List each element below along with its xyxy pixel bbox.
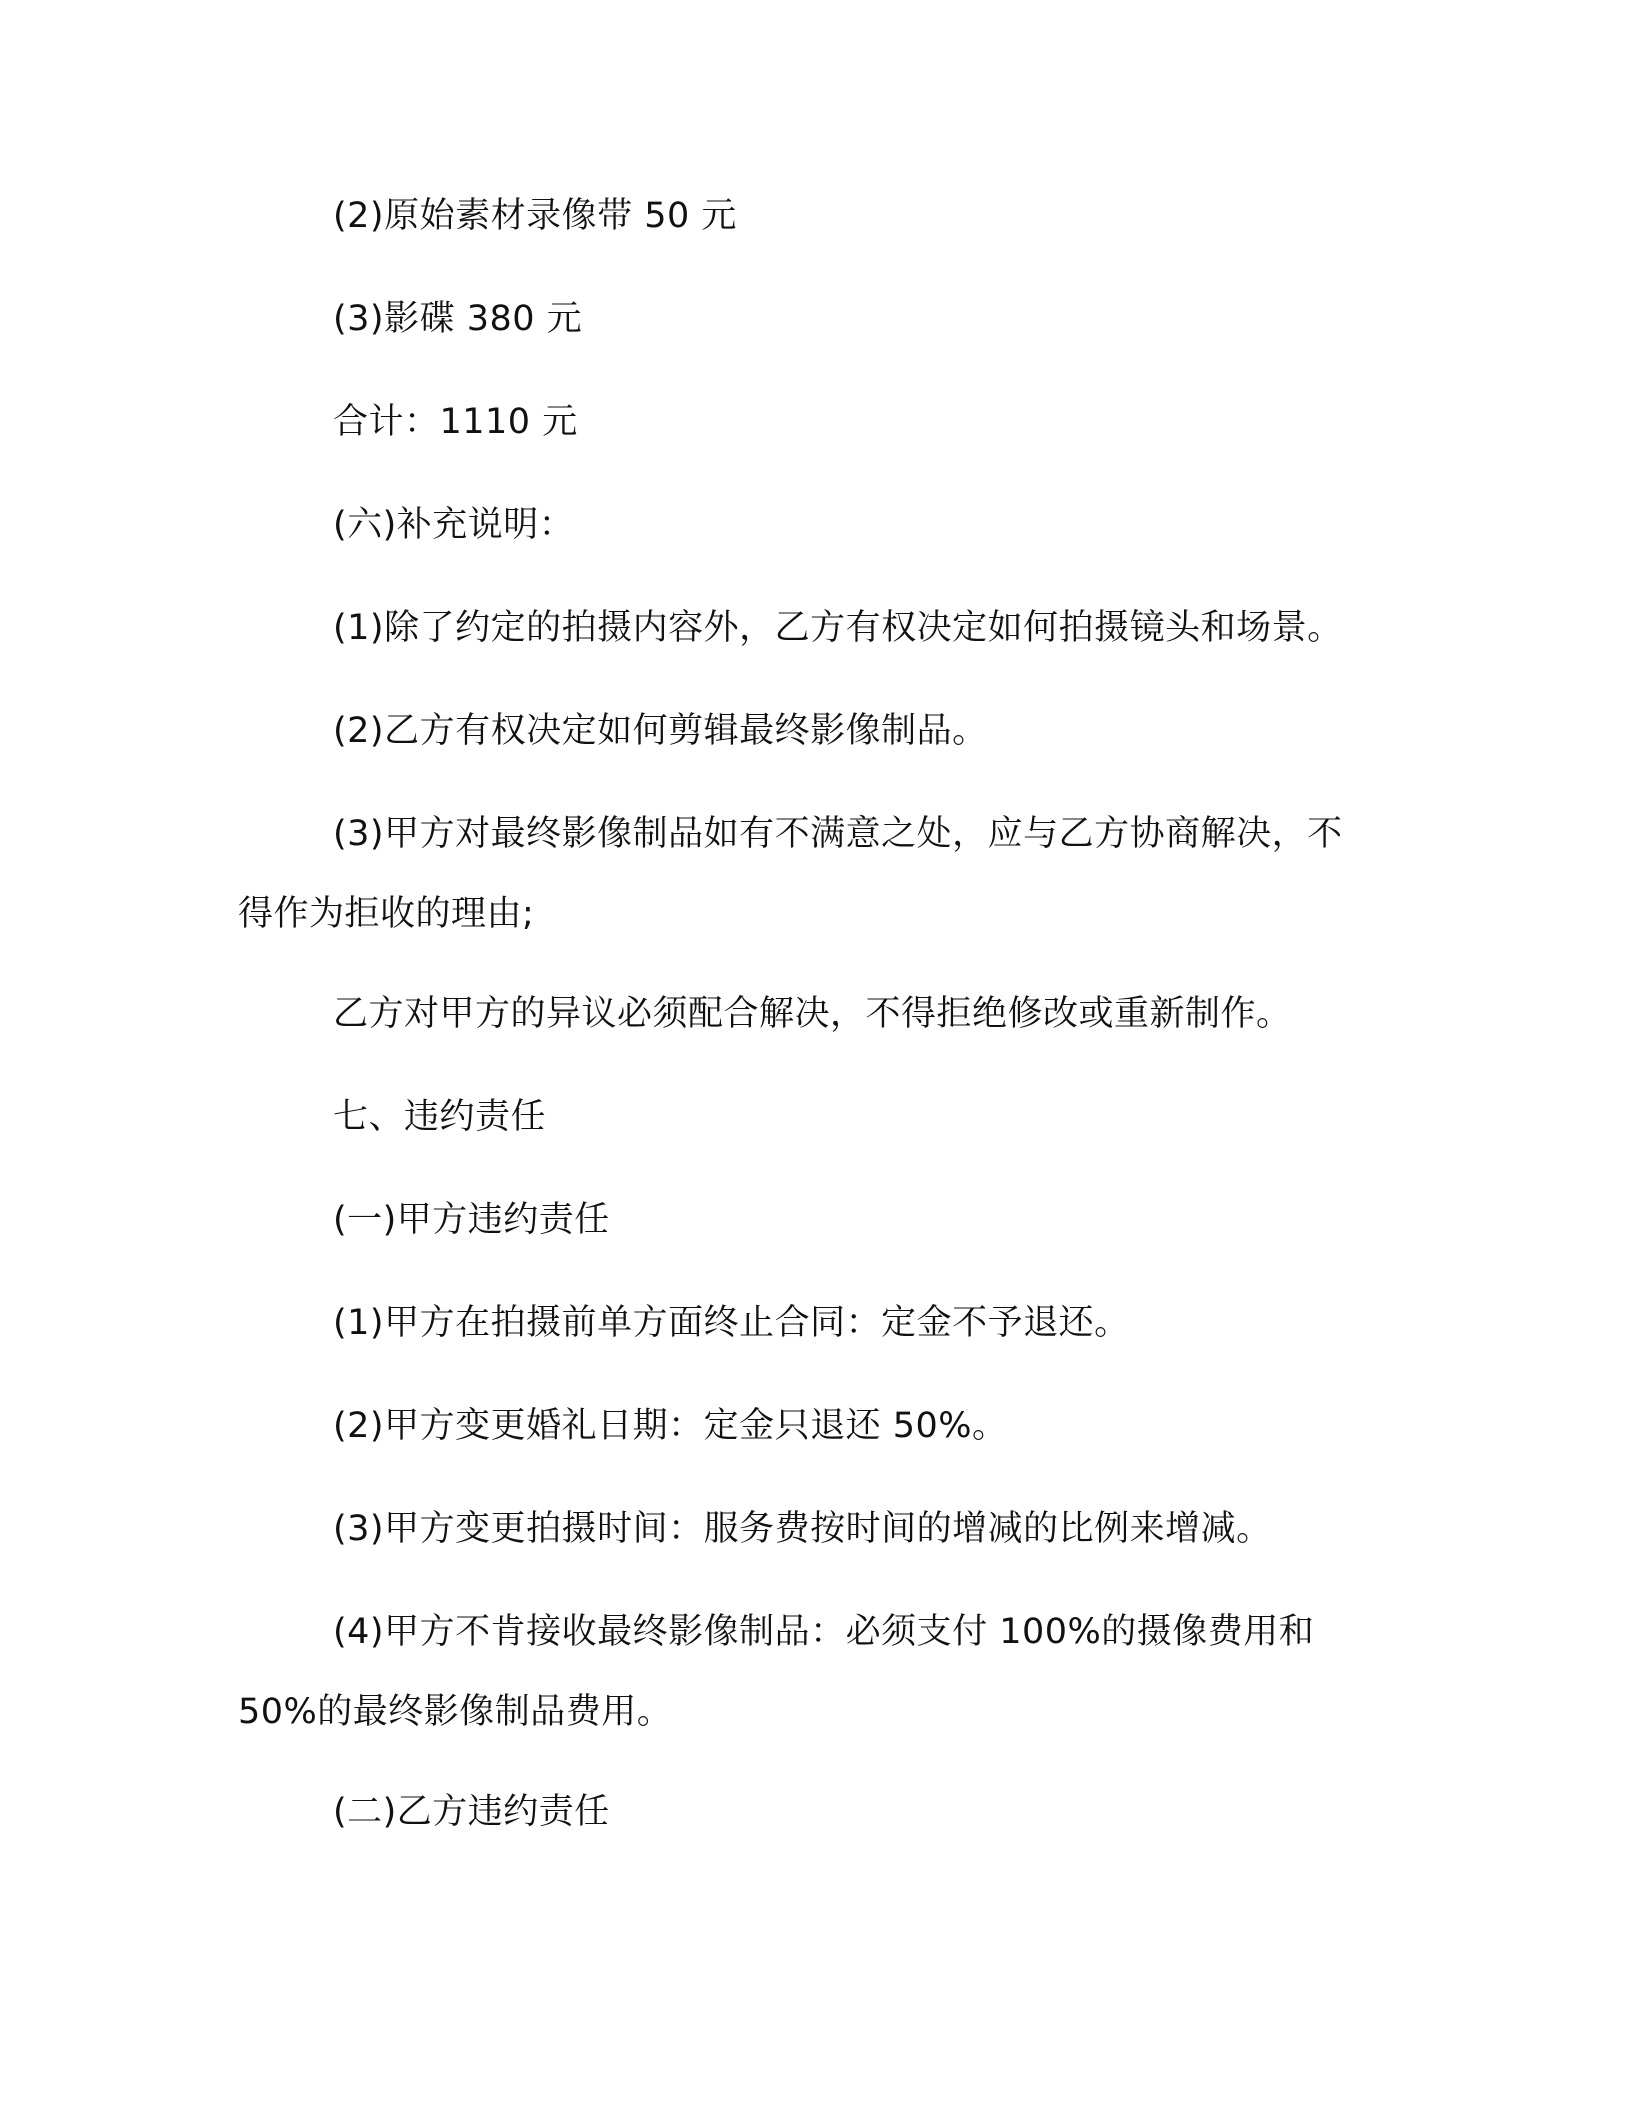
doc-line-disc-fee: (3)影碟 380 元 [333,299,583,339]
doc-line-total: 合计：1110 元 [333,402,578,442]
doc-line-supplement-3-cont: 得作为拒收的理由; [238,894,535,934]
doc-line-objection: 乙方对甲方的异议必须配合解决，不得拒绝修改或重新制作。 [333,994,1292,1034]
doc-line-party-a-3: (3)甲方变更拍摄时间：服务费按时间的增减的比例来增减。 [333,1509,1272,1549]
doc-line-party-a-4: (4)甲方不肯接收最终影像制品：必须支付 100%的摄像费用和 [333,1612,1315,1652]
doc-line-party-a-4-cont: 50%的最终影像制品费用。 [238,1692,673,1732]
doc-line-supplement-3: (3)甲方对最终影像制品如有不满意之处，应与乙方协商解决，不 [333,814,1343,854]
doc-line-party-a-2: (2)甲方变更婚礼日期：定金只退还 50%。 [333,1406,1008,1446]
doc-line-supplement-2: (2)乙方有权决定如何剪辑最终影像制品。 [333,711,988,751]
doc-line-party-a-heading: (一)甲方违约责任 [333,1200,610,1240]
doc-line-party-b-heading: (二)乙方违约责任 [333,1792,610,1832]
doc-line-party-a-1: (1)甲方在拍摄前单方面终止合同：定金不予退还。 [333,1303,1130,1343]
doc-line-videotape-fee: (2)原始素材录像带 50 元 [333,196,737,236]
doc-line-supplement-heading: (六)补充说明： [333,505,575,545]
doc-line-section-breach: 七、违约责任 [333,1097,547,1137]
doc-line-supplement-1: (1)除了约定的拍摄内容外，乙方有权决定如何拍摄镜头和场景。 [333,608,1343,648]
